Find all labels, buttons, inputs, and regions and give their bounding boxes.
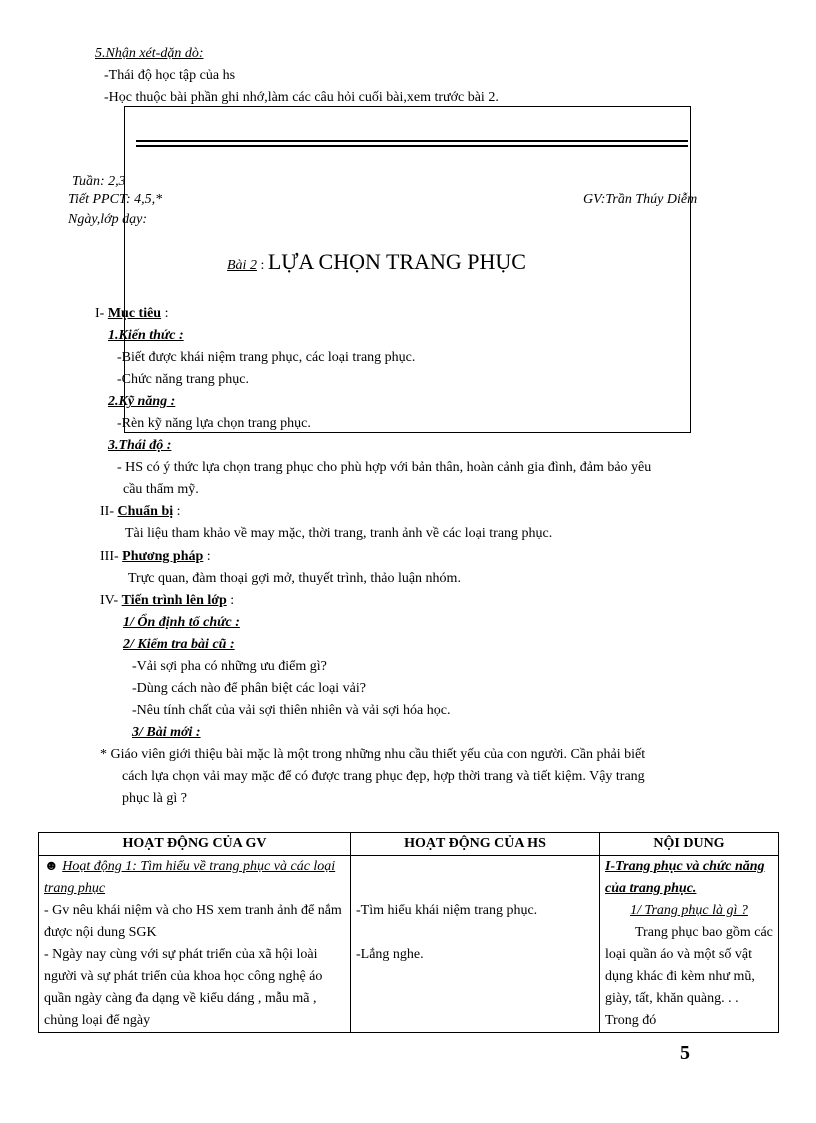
skills-item-1: -Rèn kỹ năng lựa chọn trang phục.: [117, 416, 311, 431]
method-num: III-: [100, 549, 123, 564]
review-question-1: -Vải sợi pha có những ưu điểm gì?: [132, 659, 327, 674]
objectives-label: Mục tiêu: [107, 306, 162, 321]
skills-heading: 2.Kỹ năng :: [108, 394, 176, 409]
date-class-label: Ngày,lớp dạy:: [68, 212, 148, 227]
objectives-num: I-: [95, 306, 108, 321]
lesson-prefix: Bài 2: [227, 258, 257, 273]
student-activity-cell: [351, 856, 600, 1033]
intro-line-3: phục là gì ?: [122, 791, 187, 806]
method-heading: [100, 548, 211, 566]
smiley-icon: ☻: [44, 859, 59, 874]
method-label: Phương pháp: [122, 549, 204, 564]
knowledge-item-1: -Biết được khái niệm trang phục, các loại trang phục.: [117, 350, 416, 365]
objectives-heading: [95, 305, 168, 323]
activity-table: [38, 832, 779, 1033]
step-2-heading: 2/ Kiểm tra bài cũ :: [123, 637, 235, 652]
content-body: Trang phục bao gồm các loại quần áo và một số vật dụng khác đi kèm như mũ, giày, tất, khăn quàng. . . Trong đó: [605, 925, 773, 1028]
header-teacher-activity: HOẠT ĐỘNG CỦA GV: [39, 833, 351, 856]
prep-num: II-: [100, 504, 118, 519]
period-label: Tiết PPCT: 4,5,*: [68, 192, 163, 207]
lesson-title: [227, 248, 526, 280]
table-header-row: [39, 833, 779, 856]
week-label: Tuần: 2,3: [72, 174, 126, 189]
knowledge-heading: 1.Kiến thức :: [108, 328, 184, 343]
prev-line-2: -Học thuộc bài phần ghi nhớ,làm các câu hỏi cuối bài,xem trước bài 2.: [104, 90, 499, 105]
process-heading: [100, 592, 234, 610]
prep-colon: :: [173, 504, 181, 519]
student-paragraph-1: -Tìm hiểu khái niệm trang phục.: [356, 903, 538, 918]
prep-label: Chuẩn bị: [117, 504, 174, 519]
content-cell: [600, 856, 779, 1033]
knowledge-item-2: -Chức năng trang phục.: [117, 372, 249, 387]
step-3-heading: 3/ Bài mới :: [132, 725, 201, 740]
double-rule-top: [136, 140, 688, 142]
prep-text: Tài liệu tham khảo về may mặc, thời trang, tranh ảnh về các loại trang phục.: [125, 526, 553, 541]
teacher-activity-cell: [39, 856, 351, 1033]
lesson-sep: :: [256, 258, 268, 273]
step-1-heading: 1/ Ổn định tổ chức :: [123, 615, 240, 630]
attitude-heading: 3.Thái độ :: [108, 438, 172, 453]
prev-line-1: -Thái độ học tập của hs: [104, 68, 236, 83]
teacher-paragraph-2: - Ngày nay cùng với sự phát triển của xã hội loài người và sự phát triển của khoa học công nghệ áo quần ngày càng đa dạng về kiểu dáng , mẫu mã , chủng loại để ngày: [44, 947, 323, 1028]
objectives-colon: :: [161, 306, 169, 321]
intro-line-1: * Giáo viên giới thiệu bài mặc là một trong những nhu cầu thiết yếu của con người. Cần phải biết: [100, 747, 646, 762]
content-subheading: 1/ Trang phục là gì ?: [630, 903, 748, 918]
process-colon: :: [226, 593, 235, 608]
table-row: [39, 856, 779, 1033]
lesson-title-text: LỰA CHỌN TRANG PHỤC: [267, 249, 526, 274]
page-number: 5: [680, 1042, 690, 1064]
teacher-label: GV:Trần Thúy Diễm: [583, 192, 698, 207]
activity-1-title: Hoạt động 1: Tìm hiểu về trang phục và các loại trang phục: [44, 859, 336, 896]
activity-1-heading: [44, 856, 345, 900]
process-label: Tiến trình lên lớp: [121, 593, 227, 608]
teacher-paragraph-1: - Gv nêu khái niệm và cho HS xem tranh ảnh để nắm được nội dung SGK: [44, 903, 342, 940]
review-question-3: -Nêu tính chất của vải sợi thiên nhiên và vải sợi hóa học.: [132, 703, 451, 718]
review-question-2: -Dùng cách nào để phân biệt các loại vải?: [132, 681, 367, 696]
header-content: NỘI DUNG: [600, 833, 779, 856]
prev-heading: 5.Nhận xét-dặn dò:: [95, 46, 204, 61]
process-num: IV-: [100, 593, 122, 608]
attitude-item-1-cont: cầu thẩm mỹ.: [123, 482, 199, 497]
header-student-activity: HOẠT ĐỘNG CỦA HS: [351, 833, 600, 856]
method-colon: :: [203, 549, 211, 564]
attitude-item-1: - HS có ý thức lựa chọn trang phục cho phù hợp với bản thân, hoàn cảnh gia đình, đảm bảo yêu: [117, 460, 652, 475]
prep-heading: [100, 503, 181, 521]
double-rule-bottom: [136, 145, 688, 147]
content-heading: I-Trang phục và chức năng của trang phục.: [605, 859, 765, 896]
method-text: Trực quan, đàm thoại gợi mở, thuyết trình, thảo luận nhóm.: [128, 571, 461, 586]
intro-line-2: cách lựa chọn vải may mặc để có được trang phục đẹp, hợp thời trang và tiết kiệm. Vậy trang: [122, 769, 645, 784]
student-paragraph-2: -Lắng nghe.: [356, 947, 424, 962]
